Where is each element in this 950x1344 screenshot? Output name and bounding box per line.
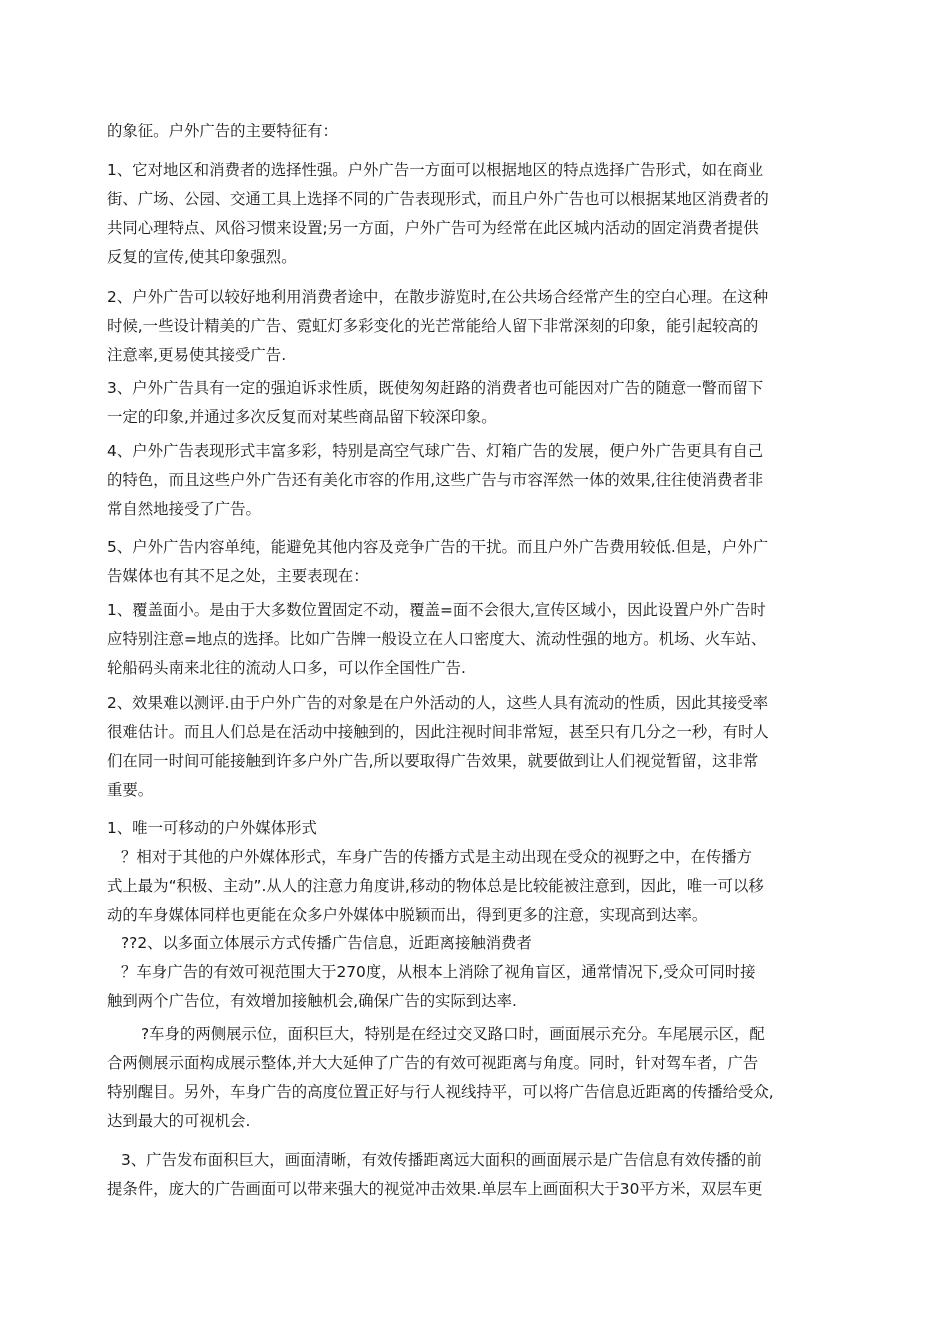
paragraph-bus-point-2 [107,929,845,1016]
paragraph-feature-4 [107,437,845,524]
text-line: 动的车身媒体同样也更能在众多户外媒体中脱颖而出，得到更多的注意，实现高到达率。 [107,906,708,924]
text-line: ？车身广告的有效可视范围大于270度，从根本上消除了视角盲区，通常情况下,受众可同时接 [121,963,756,981]
text-line: 特别醒目。另外，车身广告的高度位置正好与行人视线持平，可以将广告信息近距离的传播给受众, [107,1083,774,1101]
text-line: 的特色，而且这些户外广告还有美化市容的作用,这些广告与市容浑然一体的效果,往往使消费者非 [107,471,764,489]
text-line: 共同心理特点、风俗习惯来设置;另一方面，户外广告可为经常在此区城内活动的固定消费者提供 [107,219,759,237]
text-line: 轮船码头南来北往的流动人口多，可以作全国性广告. [107,659,466,677]
text-line: ?车身的两侧展示位，面积巨大，特别是在经过交叉路口时，画面展示充分。车尾展示区，配 [141,1025,765,1043]
text-line: 告媒体也有其不足之处，主要表现在： [107,567,369,585]
text-line: 一定的印象,并通过多次反复而对某些商品留下较深印象。 [107,408,497,426]
text-line: 1、唯一可移动的户外媒体形式 [107,819,317,837]
text-line: 3、广告发布面积巨大，画面清晰，有效传播距离远大面积的画面展示是广告信息有效传播的前 [121,1151,762,1169]
text-line: ??2、以多面立体展示方式传播广告信息，近距离接触消费者 [121,934,532,952]
text-line: 2、户外广告可以较好地利用消费者途中，在散步游览时,在公共场合经常产生的空白心理。在这种 [107,288,769,306]
text-line: 应特别注意=地点的选择。比如广告牌一般设立在人口密度大、流动性强的地方。机场、火车站、 [107,630,767,648]
paragraph-shortcoming-1 [107,596,845,683]
text-line: 1、它对地区和消费者的选择性强。户外广告一方面可以根据地区的特点选择广告形式，如在商业 [107,161,764,179]
text-line: 街、广场、公园、交通工具上选择不同的广告表现形式，而且户外广告也可以根据某地区消费者的 [107,190,769,208]
text-line: 触到两个广告位，有效增加接触机会,确保广告的实际到达率. [107,992,517,1010]
text-line: 时候,一些设计精美的广告、霓虹灯多彩变化的光芒常能给人留下非常深刻的印象，能引起较高的 [107,317,759,335]
text-line: 常自然地接受了广告。 [107,500,261,518]
text-line: 重要。 [107,781,154,799]
paragraph-feature-2 [107,283,845,370]
text-line: 提条件，庞大的广告画面可以带来强大的视觉冲击效果.单层车上画面积大于30平方米，双层车更 [107,1180,763,1198]
paragraph-intro [107,117,845,146]
text-line: 3、户外广告具有一定的强迫诉求性质，既使匆匆赶路的消费者也可能因对广告的随意一瞥而留下 [107,379,764,397]
text-line: 注意率,更易使其接受广告. [107,346,287,364]
paragraph-shortcoming-2 [107,689,845,805]
paragraph-bus-point-1 [107,814,845,930]
text-line: 很难估计。而且人们总是在活动中接触到的，因此注视时间非常短，甚至只有几分之一秒，有时人 [107,723,769,741]
text-line: 式上最为“积极、主动”.从人的注意力角度讲,移动的物体总是比较能被注意到，因此，唯一可以移 [107,877,764,895]
text-line: 5、户外广告内容单纯，能避免其他内容及竞争广告的干扰。而且户外广告费用较低.但是，户外广 [107,538,769,556]
text-line: 们在同一时间可能接触到许多户外广告,所以要取得广告效果，就要做到让人们视觉暂留，这非常 [107,752,759,770]
text-line: ？相对于其他的户外媒体形式，车身广告的传播方式是主动出现在受众的视野之中，在传播方 [121,848,753,866]
paragraph-feature-1 [107,156,845,272]
paragraph-feature-5 [107,533,845,591]
paragraph-bus-point-3 [107,1146,845,1204]
text-line: 反复的宣传,使其印象强烈。 [107,248,297,266]
text-line: 合两侧展示面构成展示整体,并大大延伸了广告的有效可视距离与角度。同时，针对驾车者，广告 [107,1054,759,1072]
text-line: 4、户外广告表现形式丰富多彩，特别是高空气球广告、灯箱广告的发展，便户外广告更具有自己 [107,442,764,460]
text-line: 达到最大的可视机会. [107,1112,251,1130]
text-line: 2、效果难以测评.由于户外广告的对象是在户外活动的人，这些人具有流动的性质，因此其接受率 [107,694,769,712]
text-line: 的象征。户外广告的主要特征有： [107,122,338,140]
paragraph-bus-detail [107,1020,845,1136]
text-line: 1、覆盖面小。是由于大多数位置固定不动，覆盖=面不会很大,宣传区域小，因此设置户外广告时 [107,601,766,619]
paragraph-feature-3 [107,374,845,432]
